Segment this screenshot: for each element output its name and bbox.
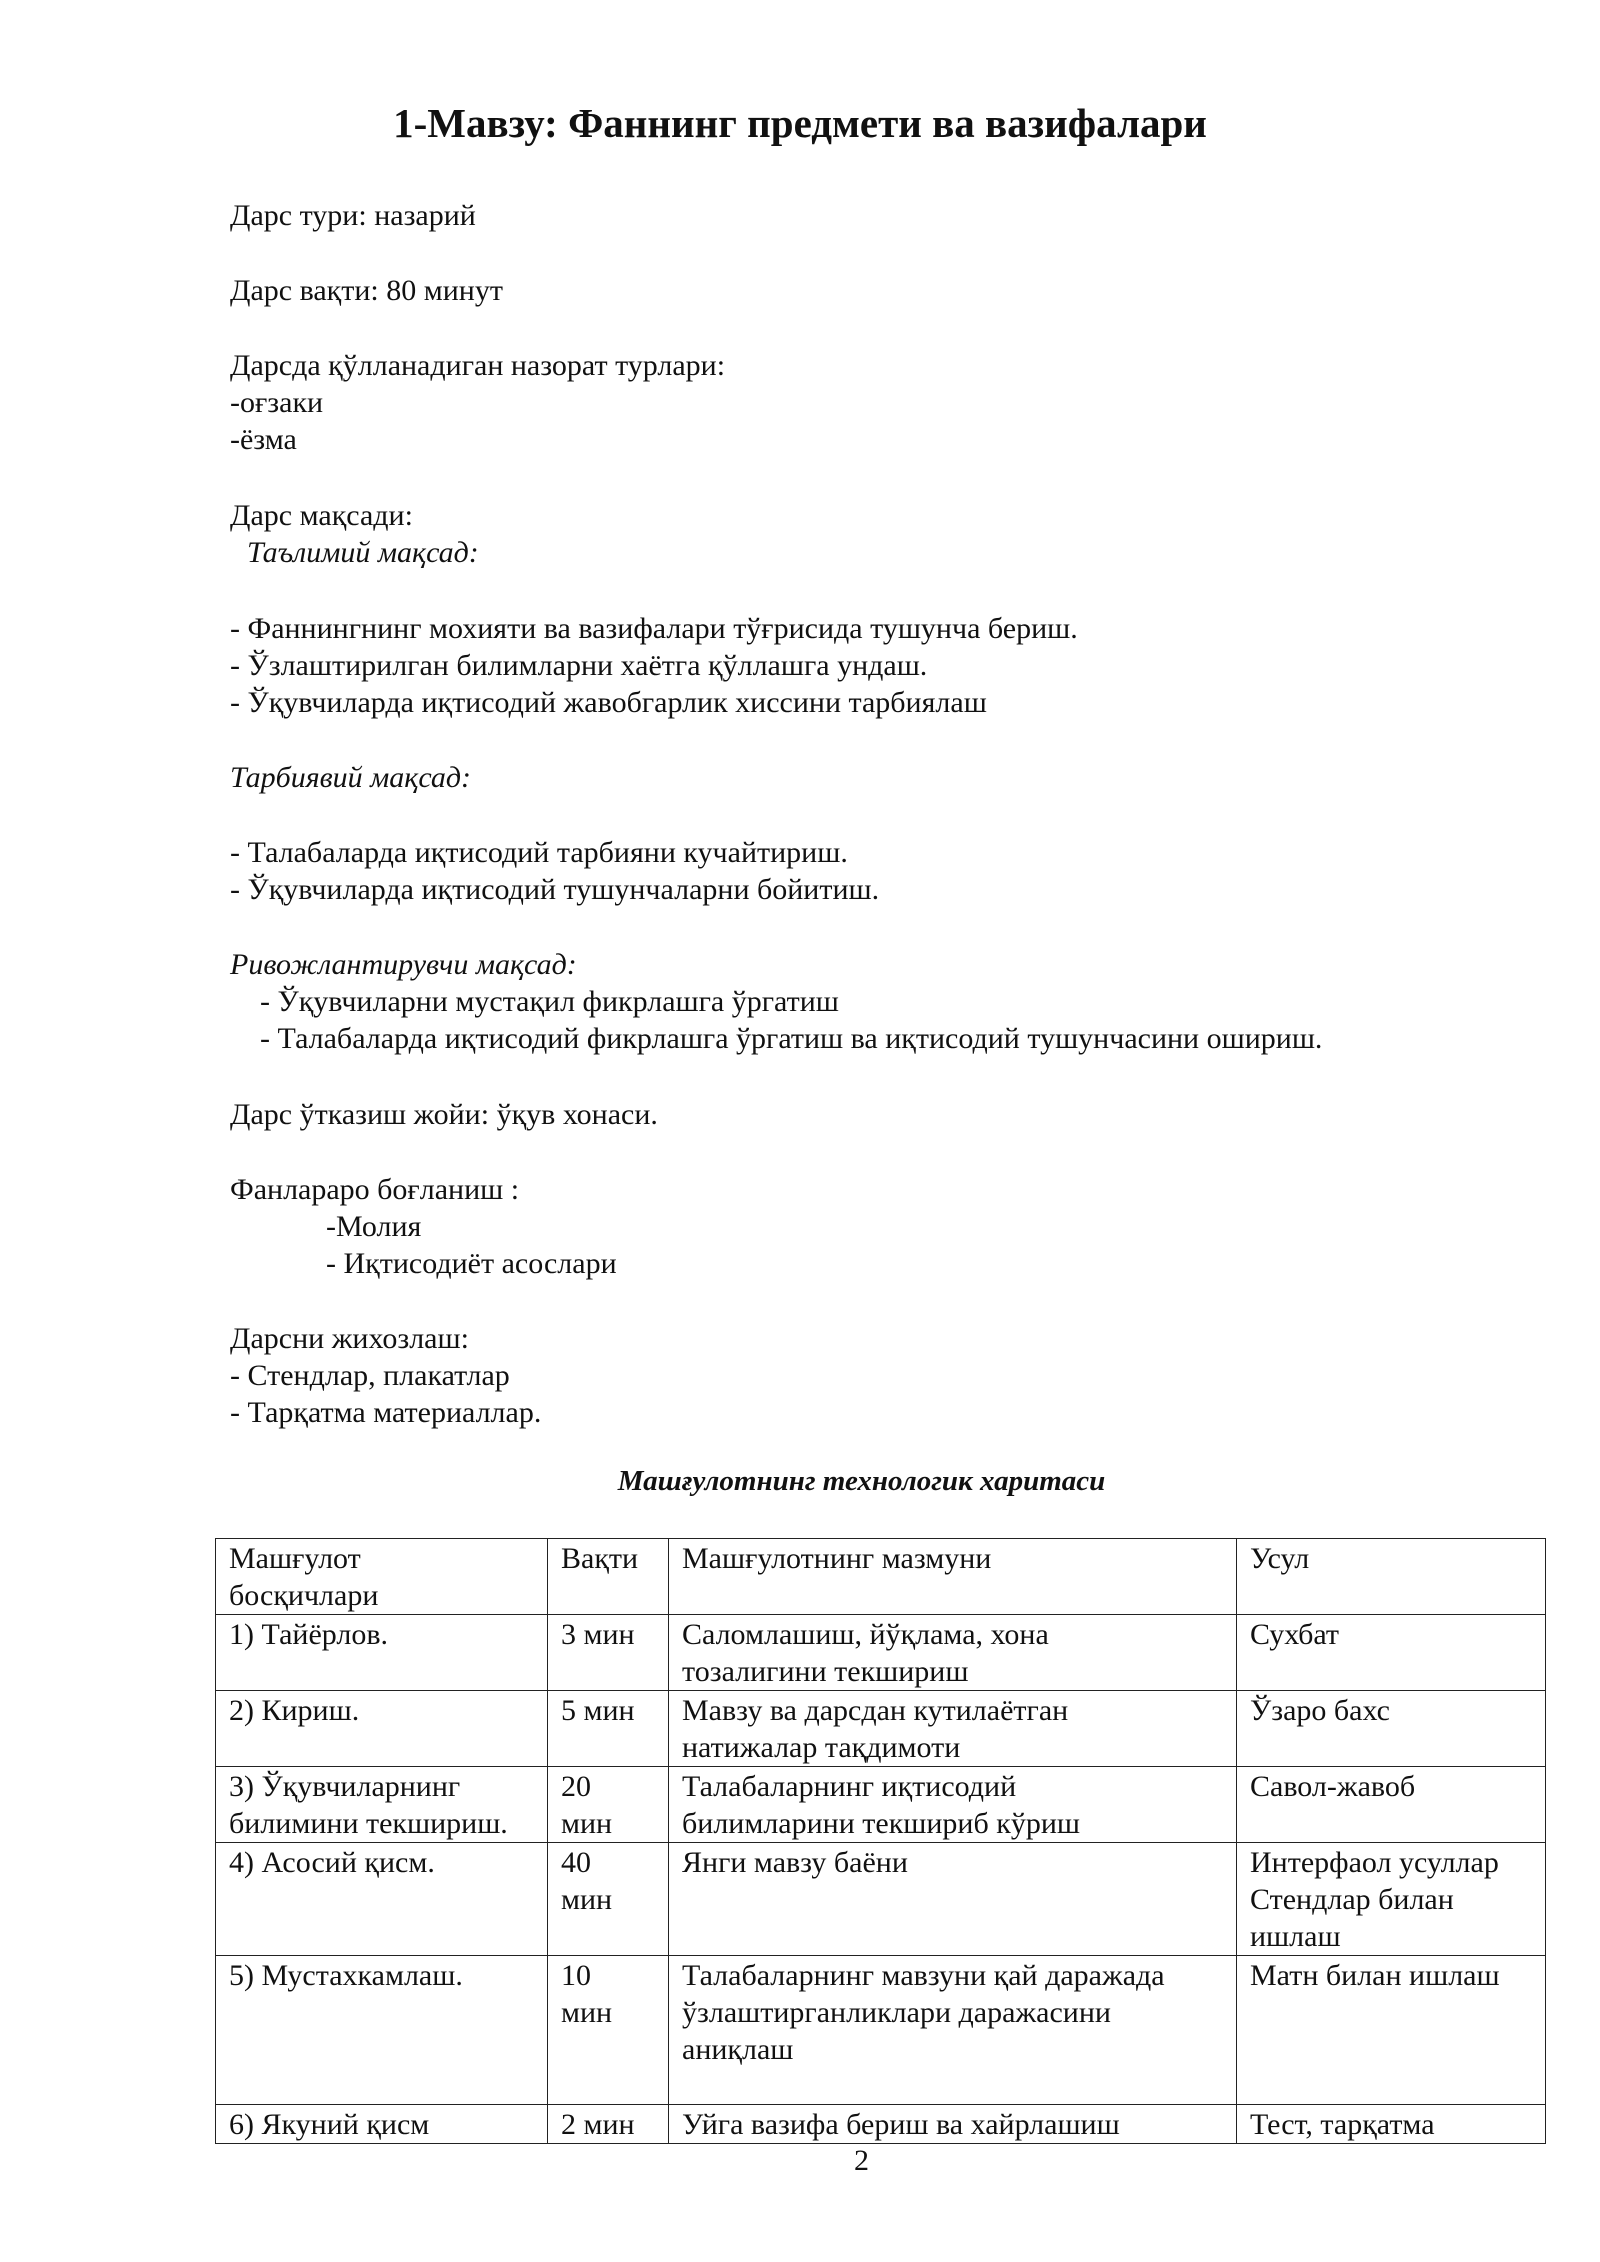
- table-header-row: [216, 1539, 1546, 1615]
- stage-cell: 5) Мустахкамлаш.: [216, 1956, 548, 2105]
- control-types-heading: Дарсда қўлланадиган назорат турлари:: [230, 349, 726, 382]
- method-cell: Тест, тарқатма: [1237, 2105, 1546, 2144]
- interdisciplinary-heading: Фанлараро боғланиш :: [230, 1173, 520, 1206]
- time-cell: 2 мин: [548, 2105, 669, 2144]
- page-number: 2: [854, 2144, 869, 2177]
- stage-cell: 2) Кириш.: [216, 1691, 548, 1767]
- lesson-goal-heading: Дарс мақсади:: [230, 499, 413, 532]
- table-row: [216, 1956, 1546, 2105]
- stage-cell: 1) Тайёрлов.: [216, 1615, 548, 1691]
- equipment-item: - Тарқатма материаллар.: [230, 1396, 542, 1429]
- upbringing-goal-item: - Ўқувчиларда иқтисодий тушунчаларни бойитиш.: [230, 873, 880, 906]
- educational-goal-item: - Ўзлаштирилган билимларни хаётга қўллашга ундаш.: [230, 649, 928, 682]
- content-cell: Машғулотнинг мазмуни: [669, 1539, 1237, 1615]
- control-type-written: -ёзма: [230, 423, 297, 456]
- technology-map-table: [215, 1538, 1546, 2144]
- educational-goal-heading: Таълимий мақсад:: [247, 536, 479, 569]
- stage-cell: 3) Ўқувчиларнинг билимини текшириш.: [216, 1767, 548, 1843]
- content-cell: Янги мавзу баёни: [669, 1843, 1237, 1956]
- method-cell: Савол-жавоб: [1237, 1767, 1546, 1843]
- method-cell: Усул: [1237, 1539, 1546, 1615]
- developmental-goal-item: - Ўқувчиларни мустақил фикрлашга ўргатиш: [260, 985, 839, 1018]
- equipment-heading: Дарсни жихозлаш:: [230, 1322, 469, 1355]
- content-cell: Уйга вазифа бериш ва хайрлашиш: [669, 2105, 1237, 2144]
- content-cell: Саломлашиш, йўқлама, хона тозалигини текшириш: [669, 1615, 1237, 1691]
- developmental-goal-heading: Ривожлантирувчи мақсад:: [230, 948, 577, 981]
- content-cell: Талабаларнинг иқтисодий билимларини текшириб кўриш: [669, 1767, 1237, 1843]
- developmental-goal-item: - Талабаларда иқтисодий фикрлашга ўргатиш ва иқтисодий тушунчасини ошириш.: [260, 1022, 1323, 1055]
- method-cell: Ўзаро бахс: [1237, 1691, 1546, 1767]
- control-type-oral: -оғзаки: [230, 386, 324, 419]
- lesson-location: Дарс ўтказиш жойи: ўқув хонаси.: [230, 1098, 658, 1131]
- equipment-item: - Стендлар, плакатлар: [230, 1359, 510, 1392]
- method-cell: Интерфаол усуллар Стендлар билан ишлаш: [1237, 1843, 1546, 1956]
- time-cell: 5 мин: [548, 1691, 669, 1767]
- stage-cell: 4) Асосий қисм.: [216, 1843, 548, 1956]
- time-cell: 10 мин: [548, 1956, 669, 2105]
- educational-goal-item: - Ўқувчиларда иқтисодий жавобгарлик хиссини тарбиялаш: [230, 686, 987, 719]
- page-title: 1-Мавзу: Фаннинг предмети ва вазифалари: [393, 100, 1207, 146]
- lesson-time: Дарс вақти: 80 минут: [230, 274, 503, 307]
- table-row: [216, 2105, 1546, 2144]
- time-cell: Вақти: [548, 1539, 669, 1615]
- method-cell: Матн билан ишлаш: [1237, 1956, 1546, 2105]
- stage-cell: Машғулот босқичлари: [216, 1539, 548, 1615]
- table-row: [216, 1691, 1546, 1767]
- upbringing-goal-heading: Тарбиявий мақсад:: [230, 761, 472, 794]
- method-cell: Сухбат: [1237, 1615, 1546, 1691]
- content-cell: Мавзу ва дарсдан кутилаётган натижалар тақдимоти: [669, 1691, 1237, 1767]
- interdisciplinary-item: -Молия: [326, 1210, 422, 1243]
- time-cell: 40 мин: [548, 1843, 669, 1956]
- table-row: [216, 1843, 1546, 1956]
- upbringing-goal-item: - Талабаларда иқтисодий тарбияни кучайтириш.: [230, 836, 848, 869]
- stage-cell: 6) Якуний қисм: [216, 2105, 548, 2144]
- interdisciplinary-item: - Иқтисодиёт асослари: [326, 1247, 617, 1280]
- time-cell: 3 мин: [548, 1615, 669, 1691]
- content-cell: Талабаларнинг мавзуни қай даражада ўзлаштирганликлари даражасини аниқлаш: [669, 1956, 1237, 2105]
- table-caption: Машғулотнинг технологик харитаси: [617, 1465, 1106, 1497]
- table-row: [216, 1615, 1546, 1691]
- table-row: [216, 1767, 1546, 1843]
- educational-goal-item: - Фаннингнинг мохияти ва вазифалари тўғрисида тушунча бериш.: [230, 612, 1078, 645]
- lesson-type: Дарс тури: назарий: [230, 199, 476, 232]
- time-cell: 20 мин: [548, 1767, 669, 1843]
